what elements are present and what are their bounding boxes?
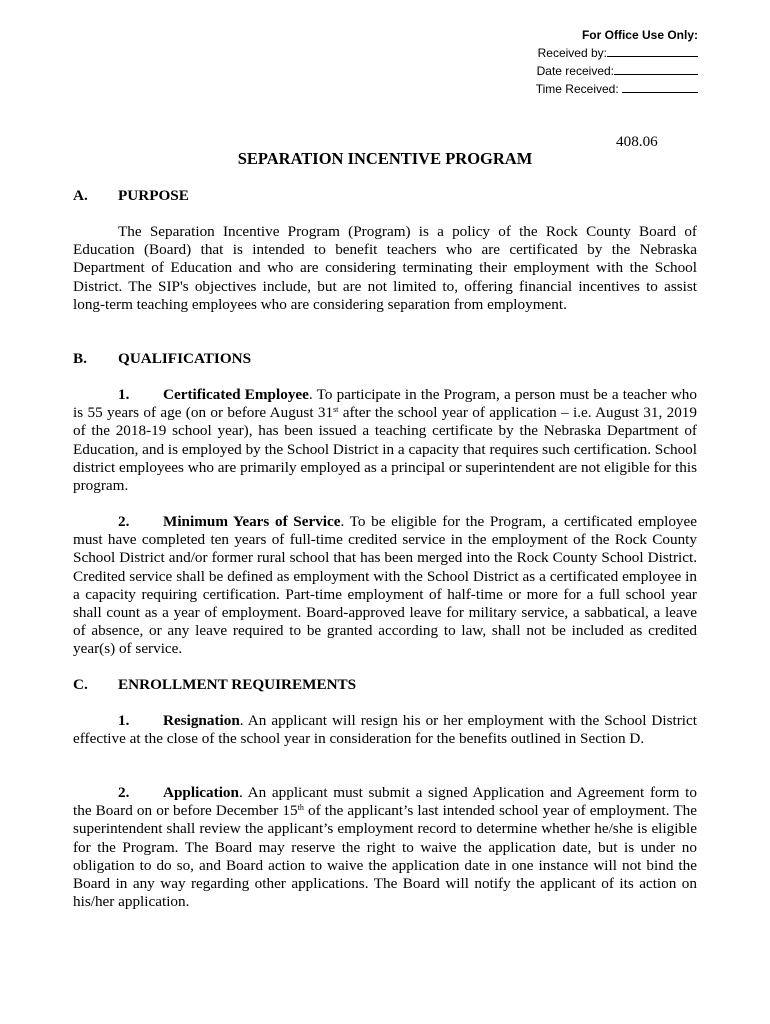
section-b-item-1-sup: st — [333, 405, 339, 415]
section-c-heading — [73, 676, 356, 694]
section-c-letter: C. — [73, 676, 88, 693]
section-b-item-1-number: 1. — [118, 386, 130, 403]
section-c-item-1 — [73, 712, 697, 748]
section-a-paragraph: The Separation Incentive Program (Program) is a policy of the Rock County Board of Education (Board) that is intended to benefit teachers who are certificated by the Nebraska Department of Education and who are considering terminating their employment with the School District. The SIP's objectives include, but are not limited to, offering financial incentives to assist long-term teaching employees who are considering separation from employment. — [73, 223, 697, 313]
policy-number: 408.06 — [616, 133, 658, 150]
section-b-title: QUALIFICATIONS — [118, 350, 252, 367]
section-a-letter: A. — [73, 187, 88, 204]
received-by-line — [478, 44, 698, 62]
section-c-item-2-text-a: . An applicant must submit a signed Application and Agreement form to the Board on or before December 15 — [73, 784, 697, 820]
section-b-item-2-title: Minimum Years of Service — [163, 513, 341, 530]
section-b-item-1-text-a: . To participate in the Program, a person must be a teacher who is 55 years of age (on or before August 31 — [73, 386, 697, 422]
section-b-heading — [73, 350, 251, 368]
section-c-item-2-text-b: of the applicant’s last intended school year of employment. The superintendent shall review the applicant’s employment record to determine whether he/she is eligible for the Program. The Board may reserve the right to waive the application date, but is under no obligation to do so, and Board action to waive the application date in one instance will not bind the Board in any way regarding other applications. The Board will notify the applicant of its action on his/her application. — [73, 802, 697, 911]
section-c-item-2 — [73, 784, 697, 911]
section-a-heading — [73, 187, 189, 205]
date-received-line — [478, 62, 698, 80]
date-received-blank — [614, 62, 698, 75]
section-c-item-2-number: 2. — [118, 784, 130, 801]
section-c-title: ENROLLMENT REQUIREMENTS — [118, 676, 357, 693]
received-by-blank — [607, 44, 698, 57]
section-b-item-1-text-b: after the school year of application – i.e. August 31, 2019 of the 2018-19 school year), has been issued a teaching certificate by the Nebraska Department of Education, and is employed by the School District in a capacity that requires such certification. School district employees who are primarily employed as a principal or superintendent are not eligible for this program. — [73, 404, 697, 495]
section-a-title: PURPOSE — [118, 187, 189, 204]
section-c-item-1-title: Resignation — [163, 712, 240, 729]
section-b-letter: B. — [73, 350, 87, 367]
date-received-label: Date received: — [536, 64, 614, 78]
section-c-item-1-text: . An applicant will resign his or her employment with the School District effective at the close of the school year in consideration for the benefits outlined in Section D. — [73, 712, 697, 748]
office-use-title: For Office Use Only: — [581, 28, 698, 42]
time-received-blank — [622, 80, 698, 93]
received-by-label: Received by: — [537, 46, 607, 60]
time-received-label: Time Received: — [535, 82, 622, 96]
time-received-line — [478, 80, 698, 98]
section-b-item-2-number: 2. — [118, 513, 130, 530]
section-c-item-2-title: Application — [163, 784, 239, 801]
section-b-item-1-title: Certificated Employee — [163, 386, 309, 403]
office-use-box — [478, 26, 698, 98]
section-b-item-1 — [73, 386, 697, 495]
section-b-item-2 — [73, 513, 697, 659]
section-c-item-1-number: 1. — [118, 712, 130, 729]
section-c-item-2-sup: th — [297, 803, 304, 813]
page-title: SEPARATION INCENTIVE PROGRAM — [237, 149, 533, 168]
section-b-item-2-text: . To be eligible for the Program, a certificated employee must have completed ten years of full-time credited service in the employment of the Rock County School District and/or former rural school that has been merged into the Rock County School District. Credited service shall be defined as employment with the School District as a certificated employee in a capacity requiring certification. Part-time employment of half-time or more for a full school year shall count as a year of employment. Board-approved leave for military service, a sabbatical, a leave of absence, or any leave required to be granted according to law, shall not be included as credited year(s) of service. — [73, 513, 697, 658]
